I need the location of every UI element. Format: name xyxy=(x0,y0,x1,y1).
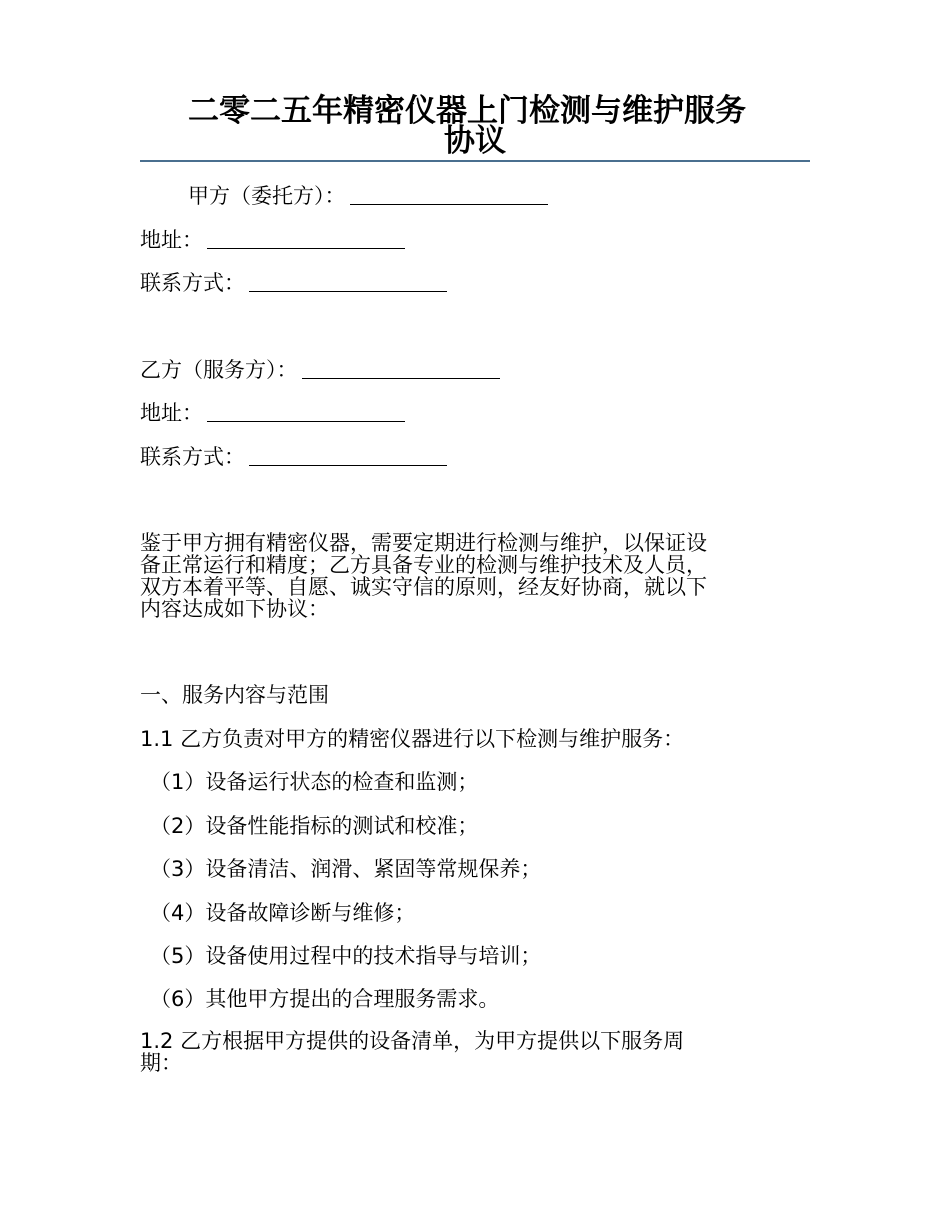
party-a-address-blank xyxy=(207,228,405,249)
list-item: （2）设备性能指标的测试和校准； xyxy=(150,814,479,838)
party-b-address-label: 地址： xyxy=(140,401,203,425)
party-a-blank xyxy=(350,184,548,205)
party-a-label: 甲方（委托方）： xyxy=(188,184,346,208)
list-item: （1）设备运行状态的检查和监测； xyxy=(150,770,479,794)
party-b-address-line xyxy=(140,400,405,426)
party-a-address-line xyxy=(140,227,405,253)
clause-1-2 xyxy=(140,1030,815,1074)
document-title xyxy=(140,93,810,159)
party-b-blank xyxy=(302,358,500,379)
preamble-line: 内容达成如下协议： xyxy=(140,597,329,621)
party-b-contact-blank xyxy=(249,445,447,466)
title-line-2: 协议 xyxy=(444,123,506,159)
party-a-contact-blank xyxy=(249,271,447,292)
list-item: （5）设备使用过程中的技术指导与培训； xyxy=(150,944,542,968)
preamble-line: 双方本着平等、自愿、诚实守信的原则，经友好协商，就以下 xyxy=(140,575,707,599)
clause-1-2-line-1: 1.2 乙方根据甲方提供的设备清单，为甲方提供以下服务周 xyxy=(140,1029,685,1053)
party-a-contact-label: 联系方式： xyxy=(140,271,245,295)
party-b-address-blank xyxy=(207,401,405,422)
preamble-paragraph xyxy=(140,532,815,620)
clause-1-1: 1.1 乙方负责对甲方的精密仪器进行以下检测与维护服务： xyxy=(140,727,685,751)
party-b-contact-line xyxy=(140,444,447,470)
party-b-contact-label: 联系方式： xyxy=(140,445,245,469)
party-b-label: 乙方（服务方）： xyxy=(140,358,298,382)
party-a-line xyxy=(188,183,548,209)
list-item: （6）其他甲方提出的合理服务需求。 xyxy=(150,987,500,1011)
preamble-line: 备正常运行和精度；乙方具备专业的检测与维护技术及人员， xyxy=(140,553,707,577)
clause-1-2-line-2: 期： xyxy=(140,1051,182,1075)
section-1-heading: 一、服务内容与范围 xyxy=(140,683,329,707)
party-b-line xyxy=(140,357,500,383)
title-line-1: 二零二五年精密仪器上门检测与维护服务 xyxy=(188,93,746,129)
preamble-line: 鉴于甲方拥有精密仪器，需要定期进行检测与维护，以保证设 xyxy=(140,531,707,555)
party-a-contact-line xyxy=(140,270,447,296)
title-underline xyxy=(140,160,810,162)
party-a-address-label: 地址： xyxy=(140,228,203,252)
list-item: （4）设备故障诊断与维修； xyxy=(150,901,416,925)
list-item: （3）设备清洁、润滑、紧固等常规保养； xyxy=(150,857,542,881)
